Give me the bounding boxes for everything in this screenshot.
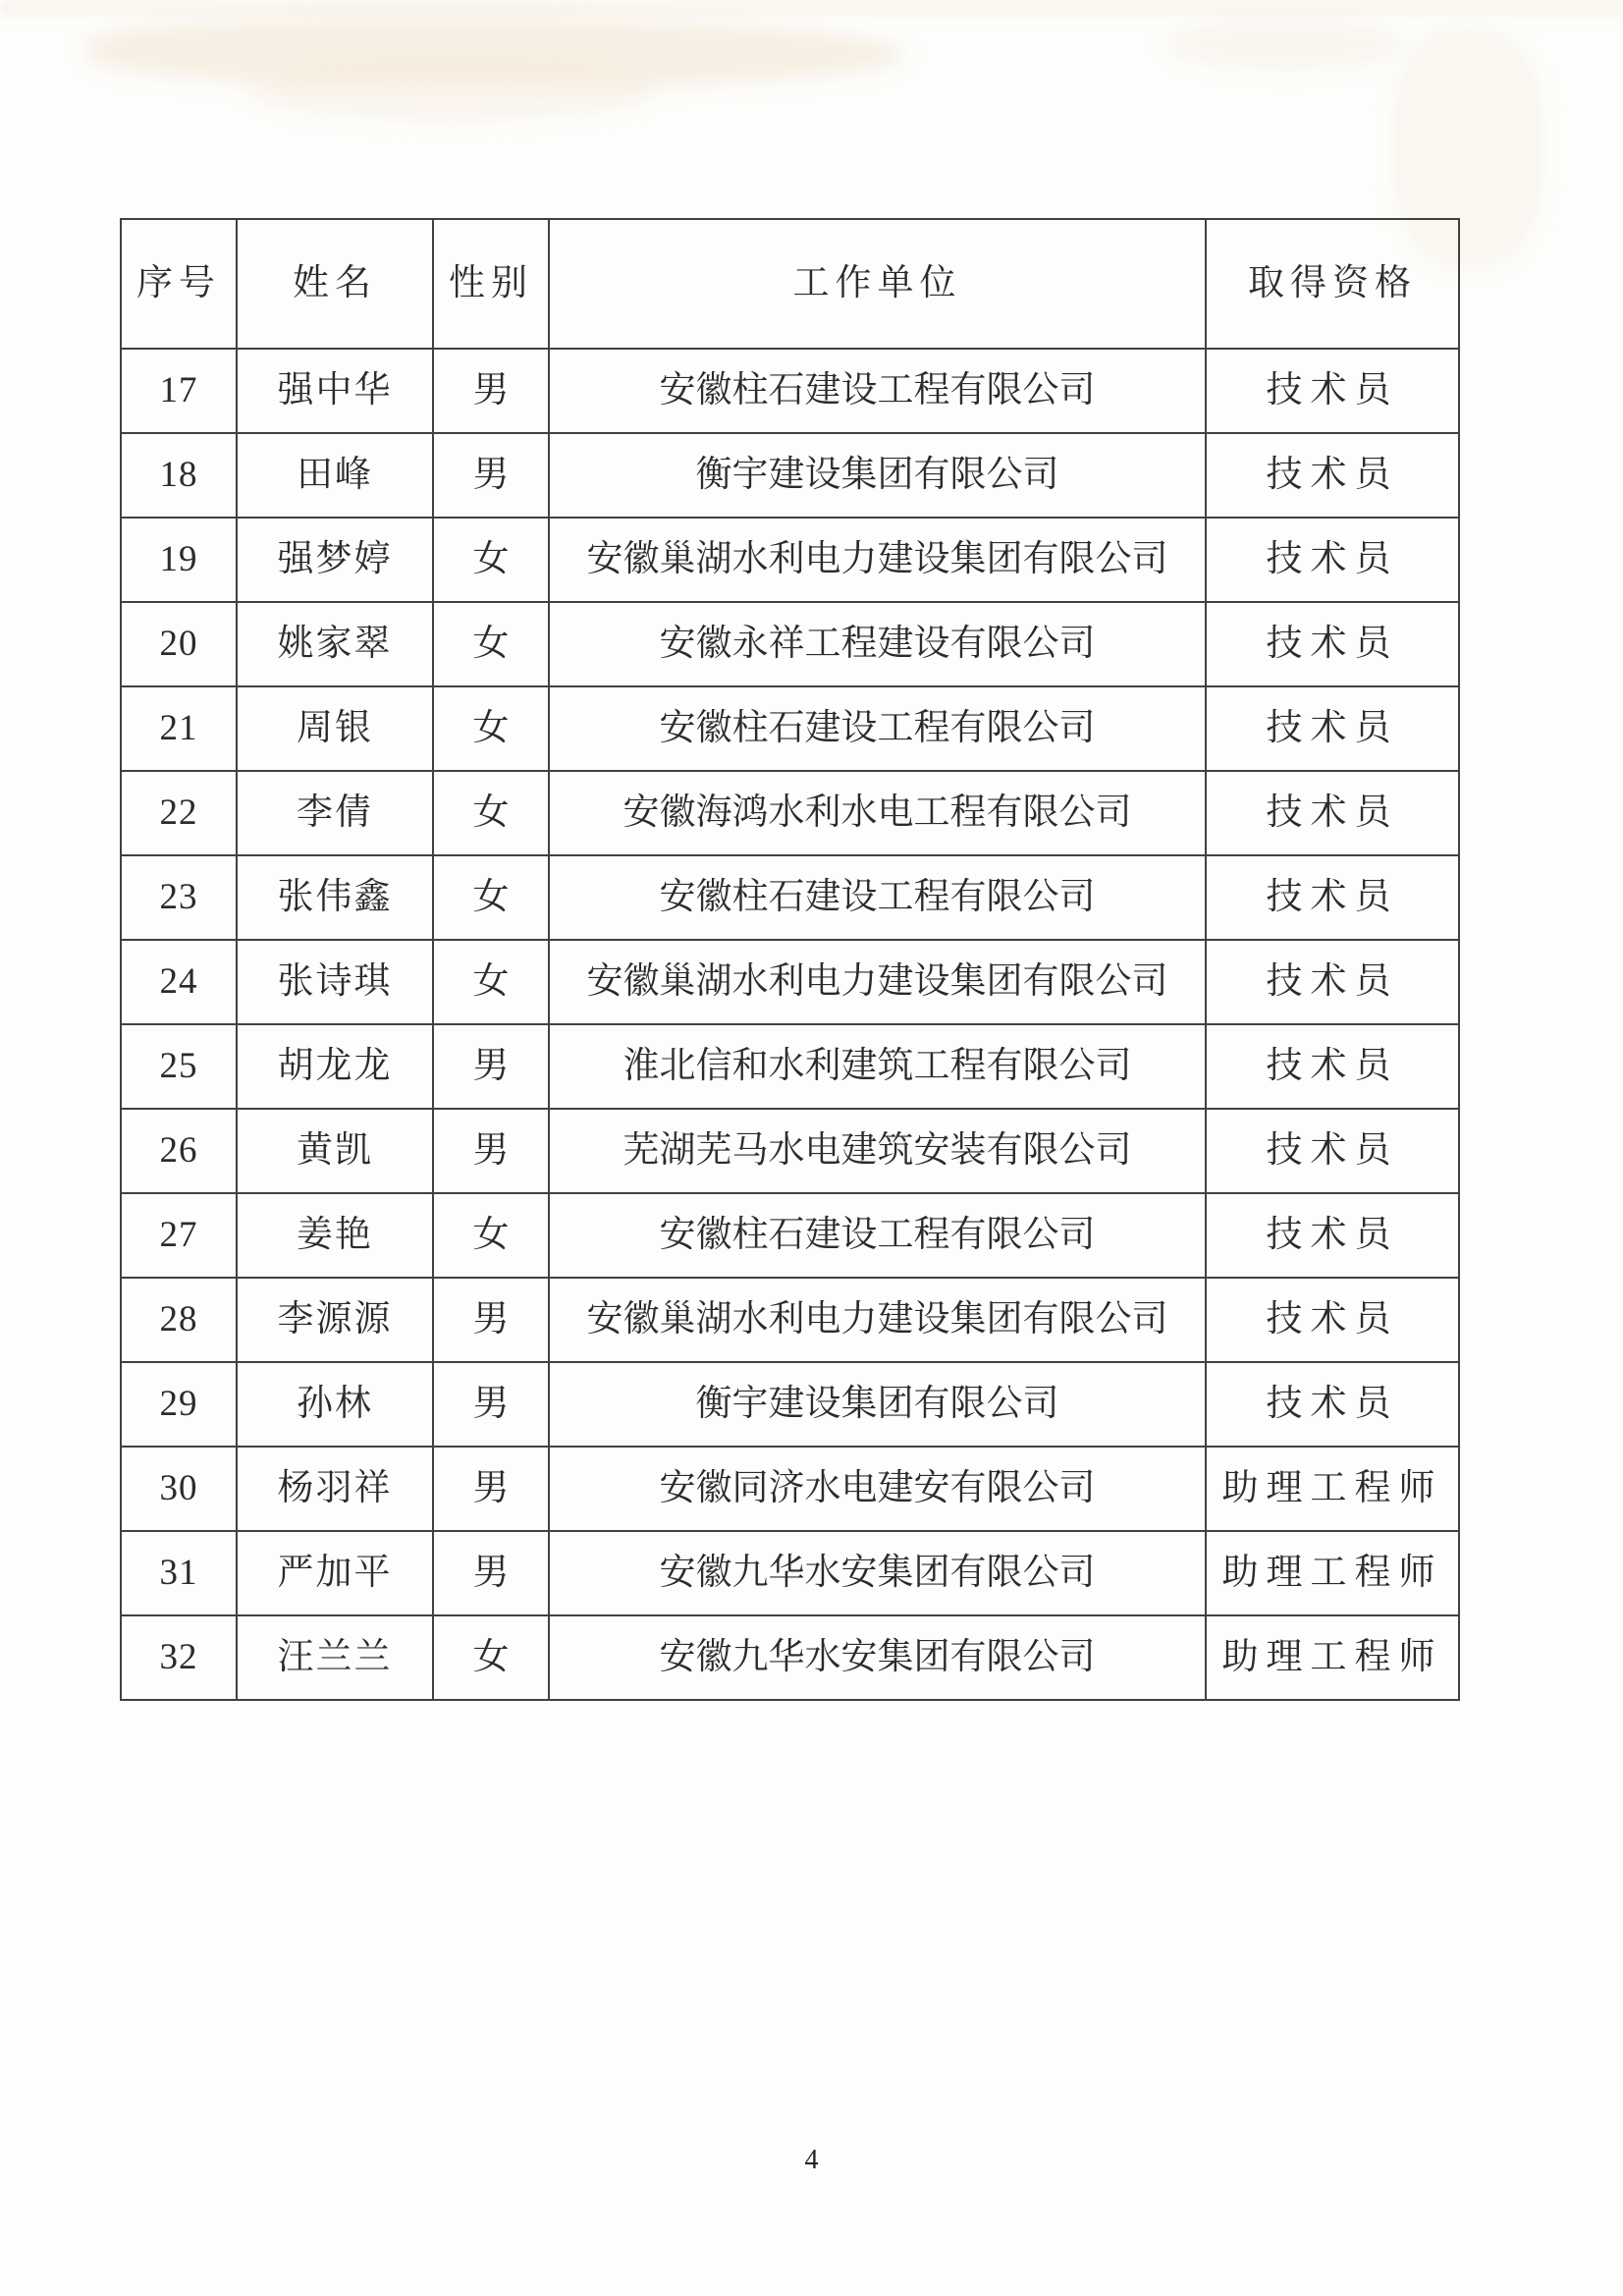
table-row — [121, 518, 1459, 602]
cell-name: 周银 — [237, 686, 433, 771]
cell-name: 孙林 — [237, 1362, 433, 1447]
cell-qualification: 技术员 — [1206, 686, 1459, 771]
cell-gender: 男 — [433, 1531, 549, 1615]
cell-work-unit: 安徽柱石建设工程有限公司 — [549, 1193, 1206, 1278]
cell-qualification: 技术员 — [1206, 602, 1459, 686]
table-body — [121, 349, 1459, 1700]
header-gender: 性别 — [433, 219, 549, 349]
cell-qualification: 助理工程师 — [1206, 1615, 1459, 1700]
cell-work-unit: 淮北信和水利建筑工程有限公司 — [549, 1024, 1206, 1109]
cell-qualification: 技术员 — [1206, 518, 1459, 602]
table-header — [121, 219, 1459, 349]
cell-qualification: 技术员 — [1206, 855, 1459, 940]
table-row — [121, 1362, 1459, 1447]
cell-gender: 女 — [433, 1615, 549, 1700]
header-row — [121, 219, 1459, 349]
cell-serial-number: 25 — [121, 1024, 237, 1109]
header-serial-number: 序号 — [121, 219, 237, 349]
cell-gender: 男 — [433, 1447, 549, 1531]
header-work-unit: 工作单位 — [549, 219, 1206, 349]
table-row — [121, 1447, 1459, 1531]
cell-gender: 女 — [433, 940, 549, 1024]
cell-serial-number: 19 — [121, 518, 237, 602]
cell-name: 强梦婷 — [237, 518, 433, 602]
scan-artifact — [245, 59, 658, 118]
cell-name: 李倩 — [237, 771, 433, 855]
cell-gender: 女 — [433, 771, 549, 855]
cell-qualification: 技术员 — [1206, 349, 1459, 433]
cell-qualification: 助理工程师 — [1206, 1447, 1459, 1531]
table-row — [121, 1278, 1459, 1362]
table-row — [121, 686, 1459, 771]
table-row — [121, 940, 1459, 1024]
scan-artifact — [1168, 20, 1404, 69]
cell-gender: 女 — [433, 1193, 549, 1278]
cell-serial-number: 32 — [121, 1615, 237, 1700]
page-number: 4 — [804, 2145, 819, 2175]
table-row — [121, 1531, 1459, 1615]
cell-gender: 男 — [433, 433, 549, 518]
table-row — [121, 602, 1459, 686]
header-name: 姓名 — [237, 219, 433, 349]
cell-name: 张诗琪 — [237, 940, 433, 1024]
cell-qualification: 助理工程师 — [1206, 1531, 1459, 1615]
cell-serial-number: 21 — [121, 686, 237, 771]
cell-serial-number: 22 — [121, 771, 237, 855]
cell-qualification: 技术员 — [1206, 1109, 1459, 1193]
cell-serial-number: 27 — [121, 1193, 237, 1278]
table-row — [121, 1024, 1459, 1109]
cell-work-unit: 芜湖芜马水电建筑安装有限公司 — [549, 1109, 1206, 1193]
table-row — [121, 771, 1459, 855]
cell-work-unit: 衡宇建设集团有限公司 — [549, 433, 1206, 518]
scan-artifact — [88, 18, 903, 86]
cell-work-unit: 安徽同济水电建安有限公司 — [549, 1447, 1206, 1531]
cell-work-unit: 安徽柱石建设工程有限公司 — [549, 349, 1206, 433]
cell-serial-number: 30 — [121, 1447, 237, 1531]
table-row — [121, 855, 1459, 940]
cell-work-unit: 安徽永祥工程建设有限公司 — [549, 602, 1206, 686]
cell-serial-number: 31 — [121, 1531, 237, 1615]
cell-name: 杨羽祥 — [237, 1447, 433, 1531]
cell-work-unit: 安徽柱石建设工程有限公司 — [549, 855, 1206, 940]
cell-serial-number: 28 — [121, 1278, 237, 1362]
cell-name: 姚家翠 — [237, 602, 433, 686]
table-row — [121, 1615, 1459, 1700]
cell-work-unit: 安徽巢湖水利电力建设集团有限公司 — [549, 940, 1206, 1024]
header-qualification: 取得资格 — [1206, 219, 1459, 349]
cell-name: 李源源 — [237, 1278, 433, 1362]
cell-work-unit: 安徽柱石建设工程有限公司 — [549, 686, 1206, 771]
cell-work-unit: 安徽九华水安集团有限公司 — [549, 1531, 1206, 1615]
cell-qualification: 技术员 — [1206, 771, 1459, 855]
cell-serial-number: 17 — [121, 349, 237, 433]
cell-serial-number: 29 — [121, 1362, 237, 1447]
cell-work-unit: 衡宇建设集团有限公司 — [549, 1362, 1206, 1447]
cell-serial-number: 24 — [121, 940, 237, 1024]
table-row — [121, 349, 1459, 433]
cell-qualification: 技术员 — [1206, 1193, 1459, 1278]
cell-name: 胡龙龙 — [237, 1024, 433, 1109]
cell-name: 张伟鑫 — [237, 855, 433, 940]
cell-qualification: 技术员 — [1206, 940, 1459, 1024]
cell-gender: 女 — [433, 855, 549, 940]
cell-work-unit: 安徽海鸿水利水电工程有限公司 — [549, 771, 1206, 855]
cell-qualification: 技术员 — [1206, 1362, 1459, 1447]
cell-serial-number: 18 — [121, 433, 237, 518]
cell-serial-number: 20 — [121, 602, 237, 686]
cell-name: 强中华 — [237, 349, 433, 433]
cell-serial-number: 23 — [121, 855, 237, 940]
cell-name: 汪兰兰 — [237, 1615, 433, 1700]
cell-name: 严加平 — [237, 1531, 433, 1615]
cell-name: 黄凯 — [237, 1109, 433, 1193]
cell-name: 田峰 — [237, 433, 433, 518]
cell-gender: 女 — [433, 686, 549, 771]
cell-gender: 男 — [433, 1024, 549, 1109]
cell-gender: 男 — [433, 1109, 549, 1193]
cell-qualification: 技术员 — [1206, 1278, 1459, 1362]
cell-serial-number: 26 — [121, 1109, 237, 1193]
cell-qualification: 技术员 — [1206, 1024, 1459, 1109]
cell-gender: 女 — [433, 602, 549, 686]
cell-name: 姜艳 — [237, 1193, 433, 1278]
cell-work-unit: 安徽九华水安集团有限公司 — [549, 1615, 1206, 1700]
table-row — [121, 1109, 1459, 1193]
scan-artifact — [0, 0, 1623, 16]
qualification-roster-table — [120, 218, 1460, 1701]
cell-gender: 男 — [433, 1278, 549, 1362]
cell-gender: 男 — [433, 1362, 549, 1447]
table-row — [121, 1193, 1459, 1278]
cell-work-unit: 安徽巢湖水利电力建设集团有限公司 — [549, 518, 1206, 602]
table-row — [121, 433, 1459, 518]
cell-gender: 女 — [433, 518, 549, 602]
cell-qualification: 技术员 — [1206, 433, 1459, 518]
cell-work-unit: 安徽巢湖水利电力建设集团有限公司 — [549, 1278, 1206, 1362]
cell-gender: 男 — [433, 349, 549, 433]
